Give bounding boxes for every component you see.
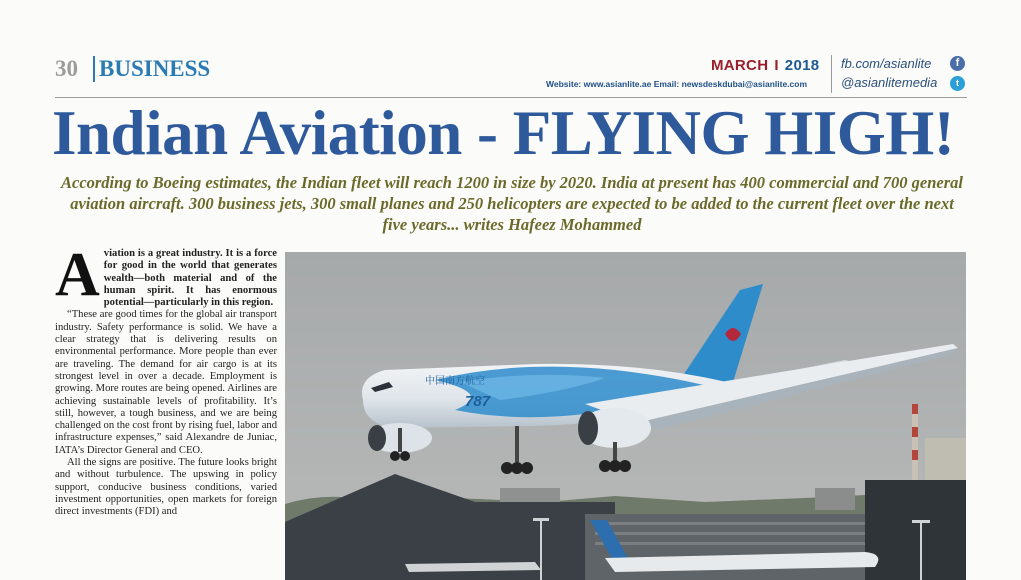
date-separator: I bbox=[774, 57, 779, 74]
tower-stripe bbox=[912, 427, 918, 437]
lamp-head bbox=[533, 518, 549, 521]
twitter-link[interactable]: @asianlitemedia bbox=[841, 75, 938, 90]
facebook-icon[interactable]: f bbox=[950, 56, 965, 71]
article-headline: Indian Aviation - FLYING HIGH! bbox=[52, 98, 955, 168]
lamp-head bbox=[912, 520, 930, 523]
fuselage-lettering: 中国南方航空 bbox=[425, 376, 485, 387]
drop-cap: A bbox=[55, 241, 100, 309]
section-title: BUSINESS bbox=[93, 56, 210, 82]
distant-building bbox=[815, 488, 855, 510]
article-body bbox=[55, 241, 277, 519]
tower-stripe bbox=[912, 450, 918, 460]
lamp-post bbox=[540, 520, 542, 580]
issue-year: 2018 bbox=[784, 57, 820, 74]
body-paragraph: “These are good times for the global air transport industry. Safety performance is solid. We have a clear strategy that is delivering results on environmental performance. More people than ever are traveling. The demand for air cargo is at its strongest level in over a decade. Employment is growing. More routes are being opened. Airlines are achieving sustainable levels of profitability. It’s still, however, a tough business, and we are being challenged on the cost front by rising fuel, labor and infrastructure expenses,” said Alexandre de Juniac, IATA’s Director General and CEO. bbox=[55, 309, 277, 456]
airplane-landing-photo bbox=[285, 252, 966, 580]
header-divider bbox=[831, 55, 832, 93]
lead-text: viation is a great industry. It is a force for good in the world that generates wealth—both material and of the human spirit. It has enormous potential—particularly in this region. bbox=[103, 248, 277, 309]
issue-month: MARCH bbox=[711, 57, 769, 74]
page-number: 30 bbox=[55, 56, 78, 81]
lead-paragraph bbox=[55, 241, 277, 309]
twitter-icon[interactable]: t bbox=[950, 76, 965, 91]
hangar-building bbox=[865, 480, 966, 580]
article-photo bbox=[285, 252, 966, 580]
model-lettering: 787 bbox=[465, 393, 491, 410]
issue-date bbox=[711, 57, 819, 74]
tower-stripe bbox=[912, 404, 918, 414]
page-header bbox=[0, 0, 1021, 100]
body-paragraph: All the signs are positive. The future looks bright and without turbulence. The upswing in policy support, conducive business conditions, varied investment opportunities, open markets for foreign direct investments (FDI) and bbox=[55, 457, 277, 518]
distant-building bbox=[925, 438, 966, 484]
lamp-post bbox=[920, 522, 922, 580]
facebook-link[interactable]: fb.com/asianlite bbox=[841, 56, 932, 71]
contact-line[interactable]: Website: www.asianlite.ae Email: newsdeskdubai@asianlite.com bbox=[546, 79, 808, 89]
article-standfirst: According to Boeing estimates, the Indian fleet will reach 1200 in size by 2020. India at present has 400 commercial and 700 general aviation aircraft. 300 business jets, 300 small planes and 250 helicopters are expected to be added to the current fleet over the next five years... writes Hafeez Mohammed bbox=[60, 173, 964, 234]
